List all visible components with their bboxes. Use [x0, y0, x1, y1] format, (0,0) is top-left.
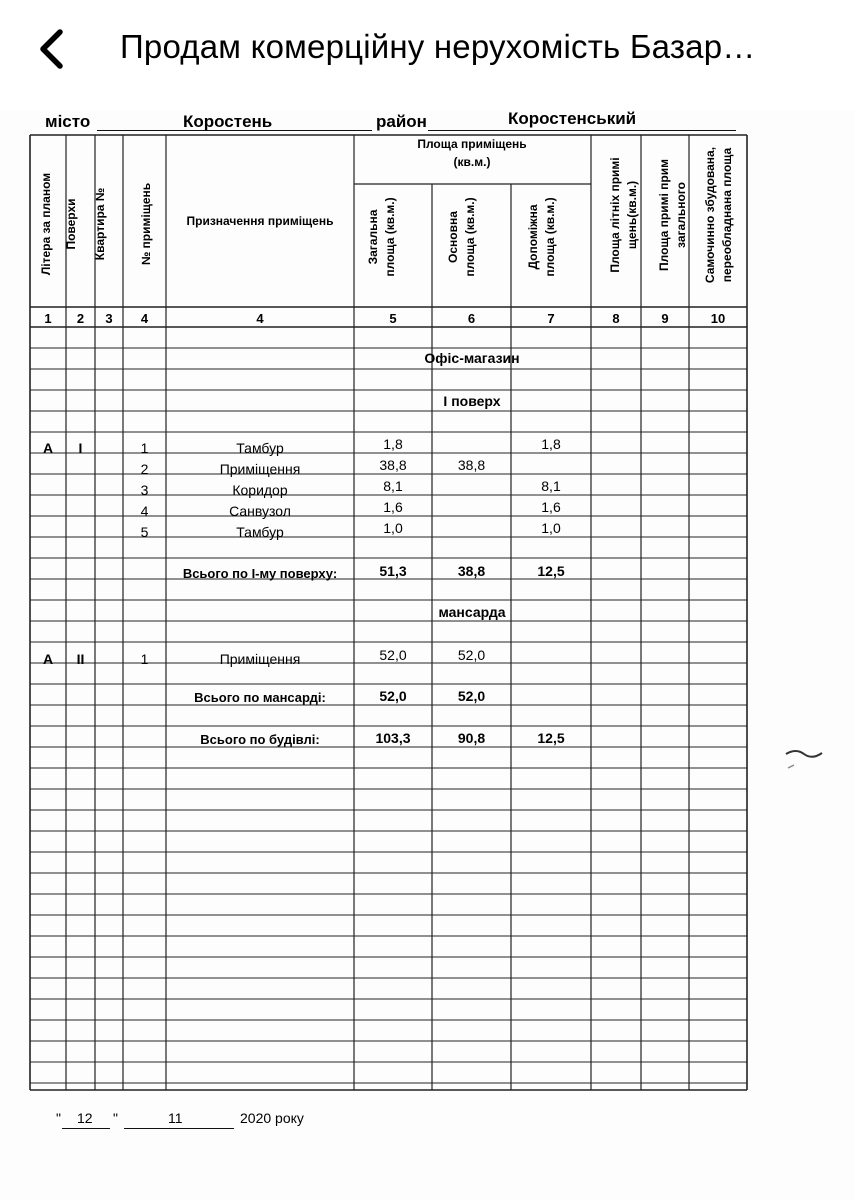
colnum-6: 6: [467, 311, 476, 326]
header-zahalna-1: Загальна: [366, 209, 380, 265]
row5-zah: 1,0: [383, 520, 403, 536]
row3-n: 3: [140, 482, 149, 498]
total-building-osn: 90,8: [457, 730, 486, 746]
row1-poverkh: І: [78, 440, 83, 456]
row2-osn: 38,8: [457, 457, 486, 473]
footer-month: 11: [168, 1110, 183, 1126]
total-floor1-dop: 12,5: [537, 563, 565, 579]
colnum-1: 1: [44, 311, 52, 326]
listing-title: Продам комерційну нерухомість Базар…: [120, 28, 756, 65]
total-floor1-osn: 38,8: [457, 563, 486, 579]
row1-dop: 1,8: [541, 436, 561, 452]
total-building-zah: 103,3: [375, 730, 411, 746]
row4-name: Санвузол: [229, 503, 291, 519]
row2-name: Приміщення: [219, 461, 301, 477]
footer-day: 12: [77, 1110, 93, 1126]
header-ploshcha-unit: (кв.м.): [453, 155, 491, 169]
row6-n: 1: [140, 651, 149, 667]
header-n-prym: № приміщень: [139, 182, 153, 266]
row4-n: 4: [140, 503, 149, 519]
header-litnikh-1: Площа літніх примі: [608, 157, 622, 273]
header-pryznachennia: Призначення приміщень: [186, 214, 334, 228]
city-value: Коростень: [183, 112, 273, 131]
row6-litera: А: [42, 651, 54, 667]
section-office-shop: Офіс-магазин: [424, 350, 520, 366]
header-ploshcha-group: Площа приміщень: [417, 137, 527, 151]
header-zahalnoho-2: загального: [674, 182, 688, 248]
total-mansard-zah: 52,0: [379, 688, 407, 704]
row1-zah: 1,8: [383, 436, 403, 452]
row1-litera: А: [42, 440, 54, 456]
row5-dop: 1,0: [541, 520, 561, 536]
header-litnikh-2: щень(кв.м.): [625, 180, 639, 250]
total-building-dop: 12,5: [537, 730, 565, 746]
total-building-label: Всього по будівлі:: [200, 732, 320, 747]
row2-zah: 38,8: [379, 457, 407, 473]
row4-zah: 1,6: [383, 499, 403, 515]
row6-poverkh: ІІ: [76, 651, 85, 667]
colnum-9: 9: [661, 311, 669, 326]
footer-quote-open: ": [56, 1110, 61, 1126]
colnum-5: 5: [389, 311, 397, 326]
colnum-3: 3: [105, 311, 113, 326]
colnum-4b: 4: [256, 311, 264, 326]
section-floor-1: І поверх: [443, 393, 501, 409]
city-label: місто: [45, 112, 91, 131]
row5-n: 5: [140, 524, 149, 540]
row6-zah: 52,0: [379, 647, 407, 663]
header-poverkhy: Поверхи: [64, 198, 78, 250]
header-kvartyra: Квартира №: [93, 187, 107, 261]
header-zahalnoho-1: Площа примі прим: [657, 158, 671, 272]
colnum-10: 10: [710, 311, 726, 326]
row2-n: 2: [140, 461, 149, 477]
row3-dop: 8,1: [541, 478, 561, 494]
header-osnovna-2: площа (кв.м.): [463, 197, 477, 277]
colnum-4a: 4: [140, 311, 149, 326]
header-samochynno-2: переобладнана площа: [720, 147, 734, 283]
total-floor1-label: Всього по І-му поверху:: [182, 566, 338, 581]
row6-osn: 52,0: [457, 647, 486, 663]
total-mansard-osn: 52,0: [457, 688, 486, 704]
section-mansard: мансарда: [438, 604, 506, 620]
header-zahalna-2: площа (кв.м.): [383, 197, 397, 277]
header-dopomizhna-2: площа (кв.м.): [543, 197, 557, 277]
header-litera: Літера за планом: [39, 172, 53, 276]
row1-n: 1: [140, 440, 149, 456]
footer-year: 2020 року: [240, 1110, 304, 1126]
header-samochynno-1: Самочинно збудована,: [703, 146, 717, 284]
row6-name: Приміщення: [219, 651, 301, 667]
colnum-8: 8: [612, 311, 620, 326]
colnum-7: 7: [547, 311, 555, 326]
colnum-2: 2: [76, 311, 85, 326]
row5-name: Тамбур: [236, 524, 284, 540]
row4-dop: 1,6: [541, 499, 561, 515]
row3-zah: 8,1: [383, 478, 403, 494]
header-osnovna-1: Основна: [446, 211, 460, 263]
total-floor1-zah: 51,3: [379, 563, 407, 579]
scan-speck-icon: [782, 742, 842, 772]
footer-quote-close: ": [113, 1110, 118, 1126]
total-mansard-label: Всього по мансарді:: [194, 690, 326, 705]
header-dopomizhna-1: Допоміжна: [526, 204, 540, 270]
district-label: район: [376, 112, 427, 131]
row1-name: Тамбур: [236, 440, 284, 456]
row3-name: Коридор: [232, 482, 288, 498]
district-value: Коростенський: [508, 109, 637, 128]
